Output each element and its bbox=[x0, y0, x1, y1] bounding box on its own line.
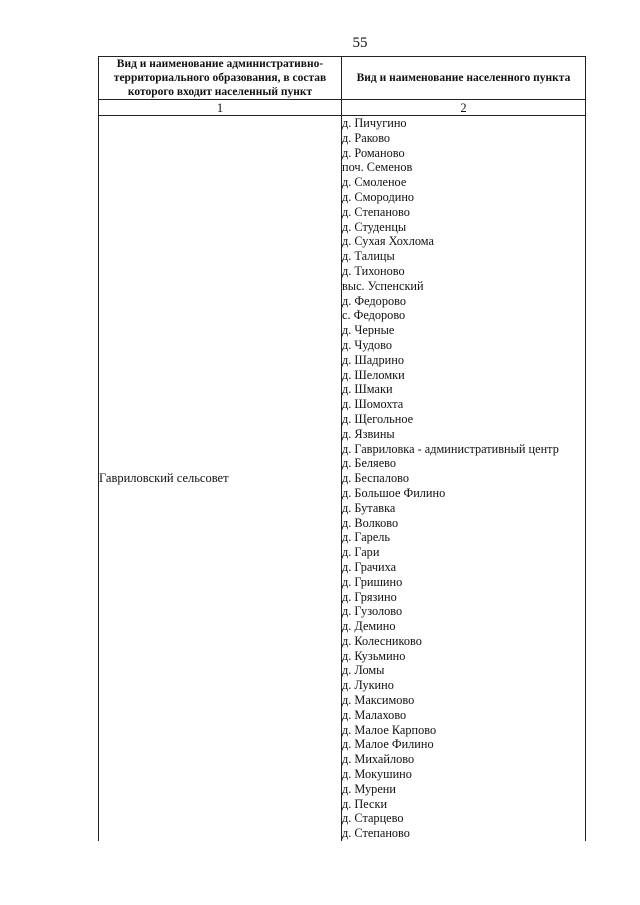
list-item: д. Максимово bbox=[342, 693, 415, 708]
list-item: д. Степаново bbox=[342, 826, 410, 841]
list-item: д. Малахово bbox=[342, 707, 407, 722]
places-list bbox=[342, 116, 585, 841]
list-item: поч. Семенов bbox=[342, 160, 413, 175]
list-item: выс. Успенский bbox=[342, 278, 424, 293]
list-item: д. Тихоново bbox=[342, 263, 405, 278]
list-item: д. Пески bbox=[342, 796, 388, 811]
header-row bbox=[99, 57, 586, 100]
list-item: д. Колесниково bbox=[342, 633, 422, 648]
list-item: д. Бутавка bbox=[342, 500, 396, 515]
list-item: д. Смородино bbox=[342, 189, 415, 204]
list-item: д. Волково bbox=[342, 515, 399, 530]
list-item: д. Талицы bbox=[342, 249, 395, 264]
admin-unit-cell: Гавриловский сельсовет bbox=[99, 116, 342, 842]
list-item: д. Язвины bbox=[342, 426, 395, 441]
list-item: д. Гавриловка - административный центр bbox=[342, 441, 559, 456]
list-item: д. Щегольное bbox=[342, 411, 414, 426]
places-cell bbox=[342, 116, 586, 842]
list-item: д. Гарель bbox=[342, 530, 391, 545]
settlements-table bbox=[98, 56, 586, 841]
list-item: д. Малое Карпово bbox=[342, 722, 437, 737]
list-item: д. Степаново bbox=[342, 204, 410, 219]
list-item: с. Федорово bbox=[342, 308, 406, 323]
list-item: д. Беспалово bbox=[342, 471, 409, 486]
header-settlement: Вид и наименование населенного пункта bbox=[342, 57, 586, 100]
list-item: д. Шомохта bbox=[342, 397, 404, 412]
list-item: д. Мокушино bbox=[342, 767, 412, 782]
column-number-1: 1 bbox=[99, 100, 342, 116]
list-item: д. Сухая Хохлома bbox=[342, 234, 434, 249]
list-item: д. Ломы bbox=[342, 663, 385, 678]
page-number: 55 bbox=[352, 35, 368, 51]
list-item: д. Малое Филино bbox=[342, 737, 434, 752]
list-item: д. Мурени bbox=[342, 781, 396, 796]
list-item: д. Пичугино bbox=[342, 116, 407, 130]
list-item: д. Большое Филино bbox=[342, 485, 446, 500]
list-item: д. Шмаки bbox=[342, 382, 393, 397]
list-item: д. Студенцы bbox=[342, 219, 407, 234]
list-item: д. Кузьмино bbox=[342, 648, 406, 663]
list-item: д. Федорово bbox=[342, 293, 406, 308]
list-item: д. Беляево bbox=[342, 456, 397, 471]
list-item: д. Демино bbox=[342, 619, 396, 634]
column-number-2: 2 bbox=[342, 100, 586, 116]
list-item: д. Грачиха bbox=[342, 559, 397, 574]
list-item: д. Раково bbox=[342, 130, 391, 145]
list-item: д. Смоленое bbox=[342, 175, 407, 190]
list-item: д. Гришино bbox=[342, 574, 403, 589]
column-number-row bbox=[99, 100, 586, 116]
list-item: д. Черные bbox=[342, 323, 395, 338]
list-item: д. Чудово bbox=[342, 337, 393, 352]
list-item: д. Шадрино bbox=[342, 352, 404, 367]
list-item: д. Михайлово bbox=[342, 752, 415, 767]
header-admin-unit: Вид и наименование административно-территориального образования, в состав которого входит населенный пункт bbox=[99, 57, 342, 100]
list-item: д. Гузолово bbox=[342, 604, 403, 619]
list-item: д. Старцево bbox=[342, 811, 404, 826]
table-row bbox=[99, 116, 586, 842]
list-item: д. Лукино bbox=[342, 678, 394, 693]
list-item: д. Гари bbox=[342, 545, 380, 560]
list-item: д. Шеломки bbox=[342, 367, 405, 382]
list-item: д. Романово bbox=[342, 145, 405, 160]
list-item: д. Грязино bbox=[342, 589, 397, 604]
